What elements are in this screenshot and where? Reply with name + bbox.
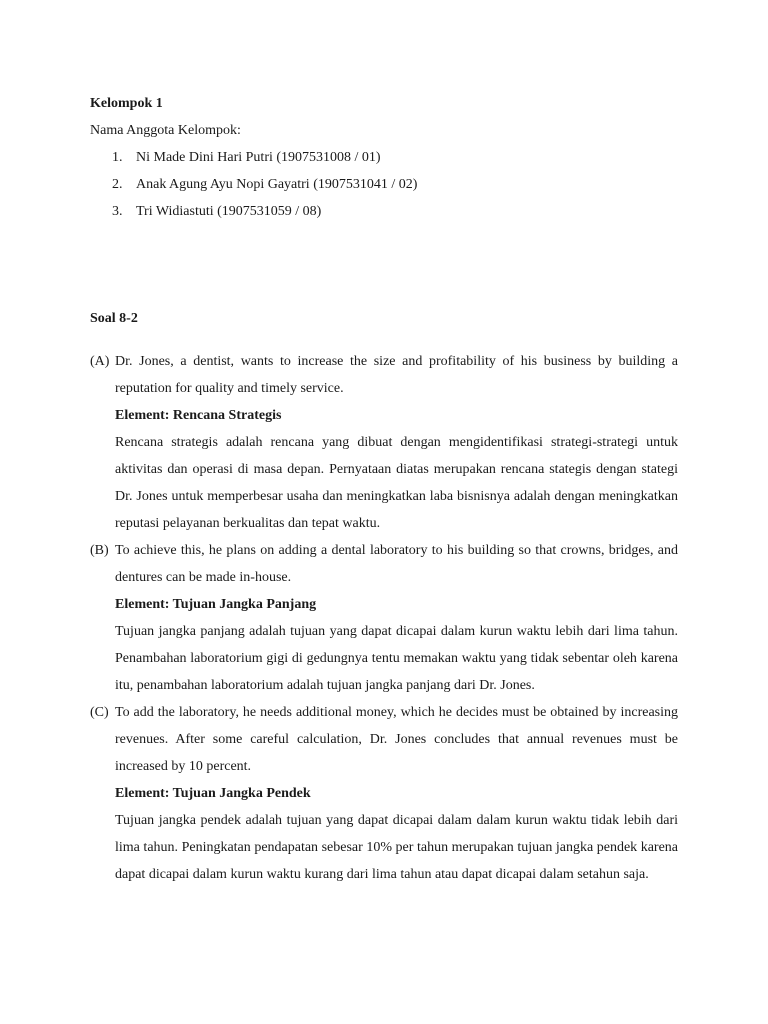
element-label: Element: Tujuan Jangka Panjang (115, 597, 317, 612)
members-label: Nama Anggota Kelompok: (90, 123, 241, 138)
list-number: 2. (112, 177, 123, 192)
question-body (115, 537, 678, 699)
question-item (90, 348, 678, 537)
question-item (90, 699, 678, 888)
list-item (90, 144, 678, 171)
question-body (115, 699, 678, 888)
question-letter: (B) (90, 543, 109, 558)
answer-text: Tujuan jangka panjang adalah tujuan yang dapat dicapai dalam kurun waktu lebih dari lima tahun. Penambahan laboratorium gigi di gedungnya tentu memakan waktu yang tidak sebentar oleh karena itu, penambahan laboratorium adalah tujuan jangka panjang dari Dr. Jones. (115, 624, 678, 693)
member-name: Tri Widiastuti (1907531059 / 08) (136, 204, 322, 219)
group-title: Kelompok 1 (90, 96, 163, 111)
answer-text: Tujuan jangka pendek adalah tujuan yang dapat dicapai dalam dalam kurun waktu tidak lebih dari lima tahun. Peningkatan pendapatan sebesar 10% per tahun merupakan tujuan jangka pendek karena dapat dicapai dalam kurun waktu kurang dari lima tahun atau dapat dicapai dalam setahun saja. (115, 813, 678, 882)
list-number: 1. (112, 150, 123, 165)
question-body (115, 348, 678, 537)
list-item (90, 198, 678, 225)
question-text: To add the laboratory, he needs additional money, which he decides must be obtained by increasing revenues. After some careful calculation, Dr. Jones concludes that annual revenues must be increased by 10 percent. (115, 705, 678, 774)
question-text: To achieve this, he plans on adding a dental laboratory to his building so that crowns, bridges, and dentures can be made in-house. (115, 543, 678, 585)
question-letter: (C) (90, 705, 109, 720)
element-label: Element: Rencana Strategis (115, 408, 282, 423)
answer-text: Rencana strategis adalah rencana yang dibuat dengan mengidentifikasi strategi-strategi untuk aktivitas dan operasi di masa depan. Pernyataan diatas merupakan rencana stategis dengan stategi Dr. Jones untuk memperbesar usaha dan meningkatkan laba bisnisnya adalah dengan meningkatkan reputasi pelayanan berkualitas dan tepat waktu. (115, 435, 678, 531)
question-list (90, 348, 678, 888)
question-letter: (A) (90, 354, 110, 369)
element-label: Element: Tujuan Jangka Pendek (115, 786, 311, 801)
question-item (90, 537, 678, 699)
member-name: Anak Agung Ayu Nopi Gayatri (1907531041 / 02) (136, 177, 418, 192)
member-list (90, 144, 678, 225)
member-name: Ni Made Dini Hari Putri (1907531008 / 01) (136, 150, 381, 165)
document-page (90, 90, 678, 888)
list-number: 3. (112, 204, 123, 219)
question-text: Dr. Jones, a dentist, wants to increase the size and profitability of his business by building a reputation for quality and timely service. (115, 354, 678, 396)
section-title: Soal 8-2 (90, 311, 138, 326)
list-item (90, 171, 678, 198)
